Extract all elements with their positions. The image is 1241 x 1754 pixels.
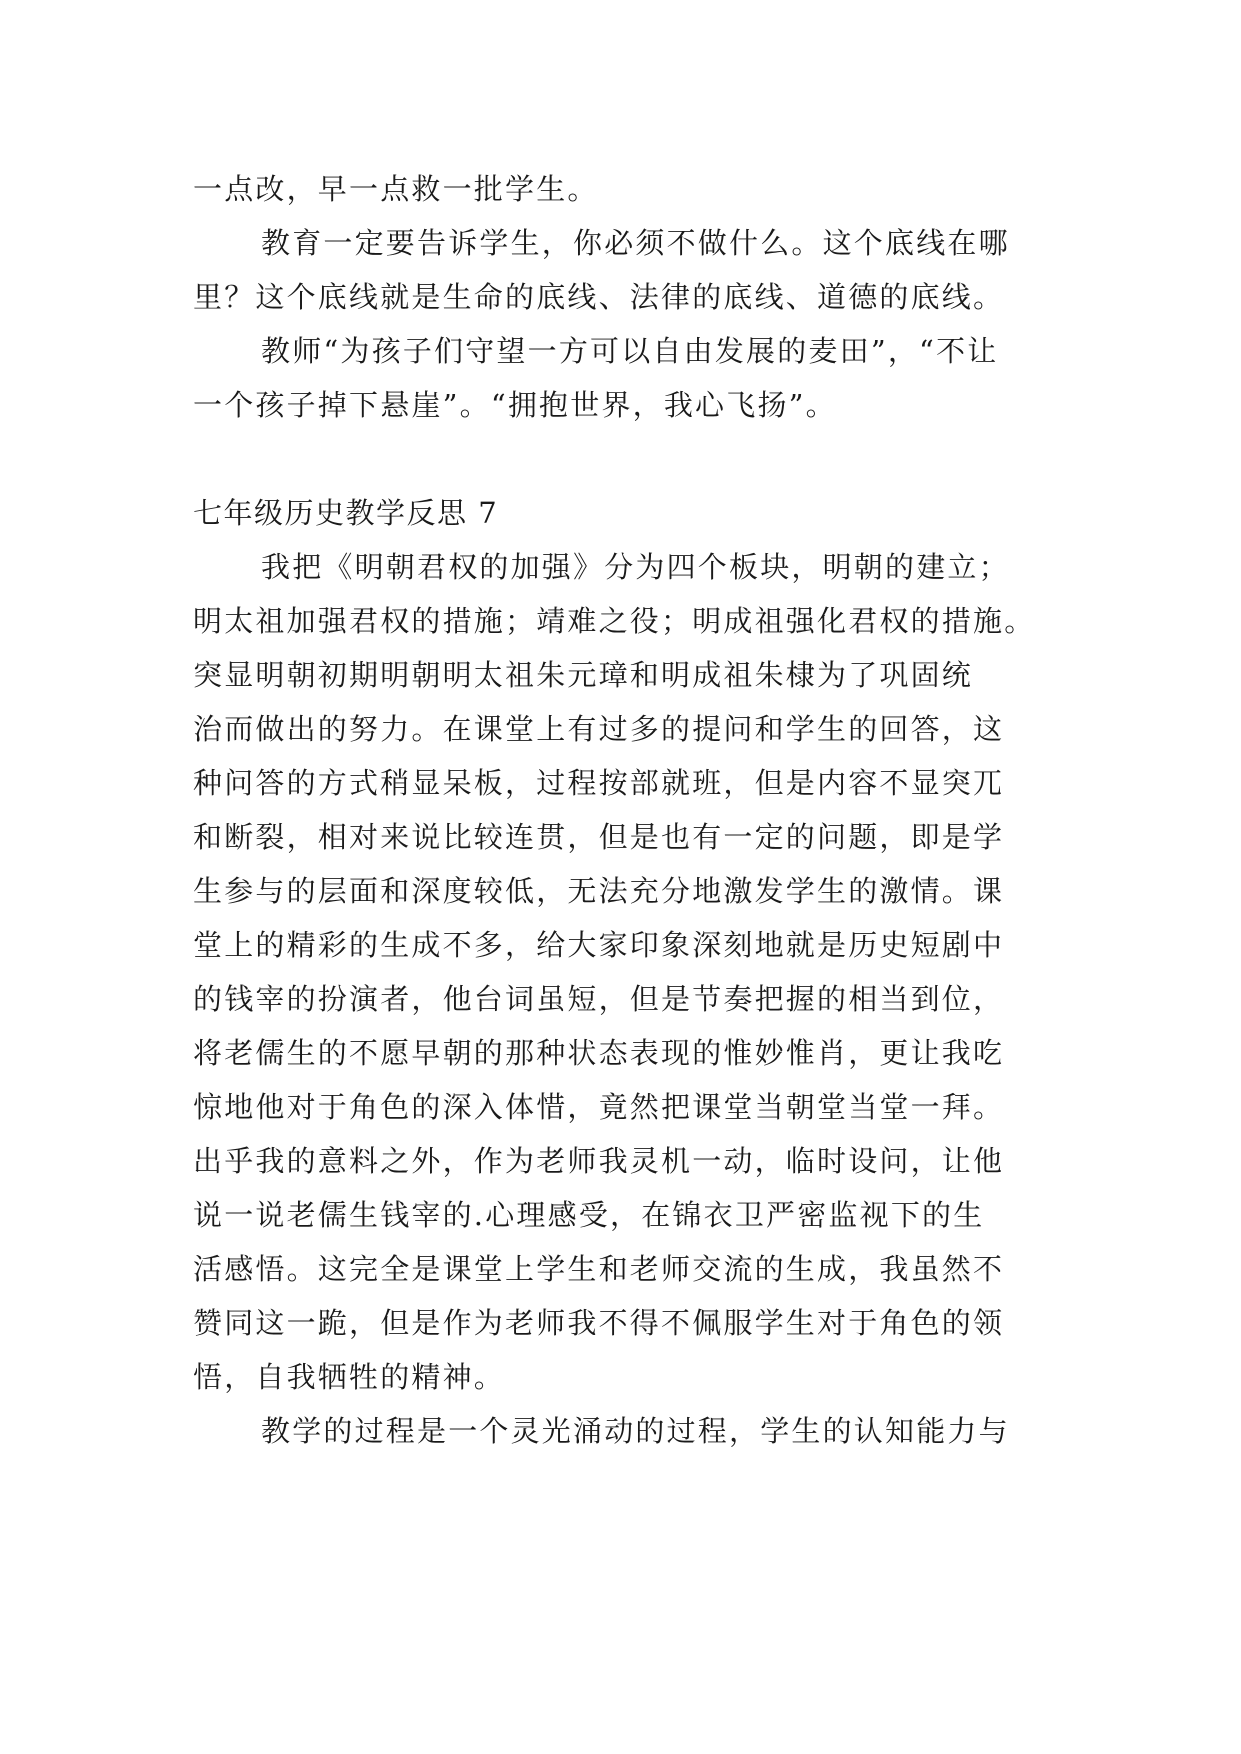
body-text-line-15: 赞同这一跪，但是作为老师我不得不佩服学生对于角色的领: [193, 1306, 1005, 1340]
body-text-line-5: 种问答的方式稍显呆板，过程按部就班，但是内容不显突兀: [193, 766, 1005, 800]
prev-text-line-1: 一点改，早一点救一批学生。: [193, 172, 599, 206]
body-text-line-1: 我把《明朝君权的加强》分为四个板块，明朝的建立；: [261, 550, 1010, 584]
prev-text-line-3: 里？这个底线就是生命的底线、法律的底线、道德的底线。: [193, 280, 1005, 314]
prev-text-line-4: 教师“为孩子们守望一方可以自由发展的麦田”，“不让: [261, 334, 999, 368]
body-text-line-16: 悟，自我牺牲的精神。: [193, 1360, 506, 1394]
section-title: 七年级历史教学反思 7: [193, 496, 499, 530]
section-spacer: [193, 432, 1063, 486]
body-text-line-11: 惊地他对于角色的深入体惜，竟然把课堂当朝堂当堂一拜。: [193, 1090, 1005, 1124]
body-text-line-17: 教学的过程是一个灵光涌动的过程，学生的认知能力与: [261, 1414, 1010, 1448]
body-text-line-12: 出乎我的意料之外，作为老师我灵机一动，临时设问，让他: [193, 1144, 1005, 1178]
prev-text-line-2: 教育一定要告诉学生，你必须不做什么。这个底线在哪: [261, 226, 1010, 260]
body-text-line-8: 堂上的精彩的生成不多，给大家印象深刻地就是历史短剧中: [193, 928, 1005, 962]
body-text-line-2: 明太祖加强君权的措施；靖难之役；明成祖强化君权的措施。: [193, 604, 1036, 638]
body-text-line-3: 突显明朝初期明朝明太祖朱元璋和明成祖朱棣为了巩固统: [193, 658, 974, 692]
body-text-line-9: 的钱宰的扮演者，他台词虽短，但是节奏把握的相当到位，: [193, 982, 1005, 1016]
document-page: [193, 162, 1063, 1458]
body-text-line-13: 说一说老儒生钱宰的.心理感受，在锦衣卫严密监视下的生: [193, 1198, 985, 1232]
body-text-line-10: 将老儒生的不愿早朝的那种状态表现的惟妙惟肖，更让我吃: [193, 1036, 1005, 1070]
body-text-line-4: 治而做出的努力。在课堂上有过多的提问和学生的回答，这: [193, 712, 1005, 746]
prev-text-line-5: 一个孩子掉下悬崖”。“拥抱世界，我心飞扬”。: [193, 388, 837, 422]
body-text-line-6: 和断裂，相对来说比较连贯，但是也有一定的问题，即是学: [193, 820, 1005, 854]
body-text-line-14: 活感悟。这完全是课堂上学生和老师交流的生成，我虽然不: [193, 1252, 1005, 1286]
body-text-line-7: 生参与的层面和深度较低，无法充分地激发学生的激情。课: [193, 874, 1005, 908]
